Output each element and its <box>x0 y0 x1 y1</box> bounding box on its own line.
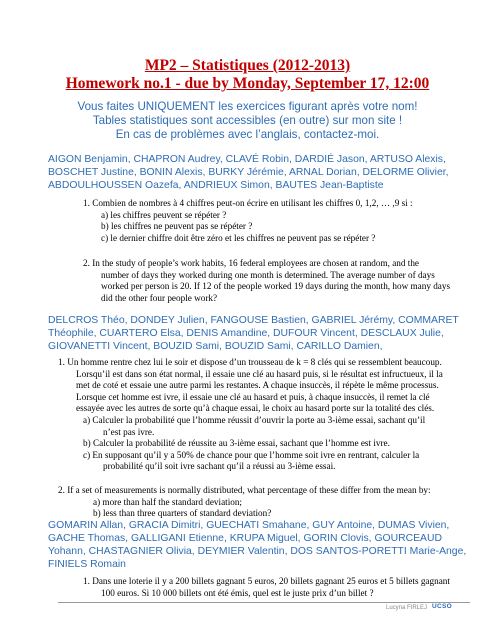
exercise-1-group-1 <box>83 198 473 244</box>
exercise-line: number of days they worked during one month is determined. The average number of days <box>101 269 435 280</box>
student-names-line: Théophile, CUARTERO Elsa, DENIS Amandine, DUFOUR Vincent, DESCLAUX Julie, <box>48 328 444 339</box>
student-names-line: GOMARIN Allan, GRACIA Dimitri, GUECHATI Smahane, GUY Antoine, DUMAS Vivien, <box>48 520 450 531</box>
student-group-1 <box>48 153 468 192</box>
student-names-line: DELCROS Théo, DONDEY Julien, FANGOUSE Bastien, GABRIEL Jérémy, COMMARET <box>48 315 459 326</box>
exercise-line: 100 euros. Si 10 000 billets ont été émis, quel est le juste prix d’un billet ? <box>101 587 374 598</box>
exercise-line: met de coté et essaie une autre parmi les restantes. A chaque insuccès, il répète le même processus. <box>76 380 439 391</box>
exercise-option-b: b) less than three quarters of standard deviation? <box>93 508 272 519</box>
exercise-1-group-2 <box>58 357 478 473</box>
exercise-line: 1. Dans une loterie il y a 200 billets gagnant 5 euros, 20 billets gagnant 25 euros et 5 billets gagnant <box>83 576 450 586</box>
exercise-option-b: b) Calculer la probabilité de réussite au 3-ième essai, sachant que l’homme est ivre. <box>83 438 390 449</box>
student-names-line: ABDOULHOUSSEN Oazefa, ANDRIEUX Simon, BAUTES Jean-Baptiste <box>48 180 384 191</box>
exercise-option-a: a) more than half the standard deviation; <box>93 496 242 507</box>
notice-line-1: Vous faites UNIQUEMENT les exercices figurant après votre nom! <box>77 100 418 113</box>
exercise-option-c-cont: probabilité qu’il soit ivre sachant qu’il a réussi au 3-ième essai. <box>103 461 336 472</box>
student-names-line: AIGON Benjamin, CHAPRON Audrey, CLAVÉ Robin, DARDIÉ Jason, ARTUSO Alexis, <box>48 154 446 165</box>
university-logo-icon: UCSO <box>432 603 452 610</box>
footer-divider <box>58 602 470 603</box>
exercise-1-group-3 <box>83 576 483 599</box>
exercise-line: 1. Un homme rentre chez lui le soir et dispose d’un trousseau de k = 8 clés qui se ressemblent beaucoup. <box>58 357 442 367</box>
student-names-line: GACHE Thomas, GALLIGANI Etienne, KRUPA Miguel, GORIN Clovis, GOURCEAUD <box>48 533 442 544</box>
student-names-line: FINIELS Romain <box>48 559 126 570</box>
exercise-stem: 2. If a set of measurements is normally distributed, what percentage of these differ from the mean by: <box>58 485 431 495</box>
exercise-option-a-cont: n’est pas ivre. <box>103 426 155 437</box>
exercise-2-group-1 <box>83 258 483 304</box>
notice-line-2: Tables statistiques sont accessibles (en outre) sur mon site ! <box>92 114 403 127</box>
student-group-2 <box>48 314 468 353</box>
exercise-option-a: a) Calculer la probabilité que l’homme réussit d’ouvrir la porte au 3-ième essai, sachant qu’il <box>83 414 426 425</box>
footer-author: Lucyna FIRLEJ <box>386 605 428 611</box>
student-group-3 <box>48 519 468 571</box>
student-names-line: BOSCHET Justine, BONIN Alexis, BURKY Jérémie, ARNAL Dorian, DELORME Olivier, <box>48 167 449 178</box>
exercise-line: worked per person is 20. If 12 of the people worked 19 days during the month, how many days <box>101 281 451 292</box>
exercise-option-c: c) le dernier chiffre doit être zéro et les chiffres ne peuvent pas se répéter ? <box>101 232 376 243</box>
exercise-line: 2. In the study of people’s work habits, 16 federal employees are chosen at random, and the <box>83 258 420 268</box>
homework-due-line: Homework no.1 - due by Monday, September 17, 12:00 <box>65 75 430 92</box>
exercise-2-group-2 <box>58 485 478 520</box>
exercise-line: Lorsque cet homme est ivre, il essaie une clé au hasard et puis, à chaque insuccès, il remet la clé <box>76 391 430 402</box>
exercise-option-a: a) les chiffres peuvent se répéter ? <box>101 209 227 220</box>
exercise-stem: 1. Combien de nombres à 4 chiffres peut-on écrire en utilisant les chiffres 0, 1,2, … ,9 si : <box>83 198 413 208</box>
student-names-line: Yohann, CHASTAGNIER Olivia, DEYMIER Valentin, DOS SANTOS-PORETTI Marie-Ange, <box>48 546 467 557</box>
student-names-line: GIOVANETTI Vincent, BOUZID Sami, BOUZID Sami, CARILLO Damien, <box>48 341 383 352</box>
exercise-line: did the other four people work? <box>101 292 218 303</box>
notice-line-3: En cas de problèmes avec l’anglais, contactez-moi. <box>115 128 380 141</box>
exercise-option-c: c) En supposant qu’il y a 50% de chance pour que l’homme soit ivre en rentrant, calculer la <box>83 449 420 460</box>
exercise-line: Lorsqu’il est dans son état normal, il essaie une clé au hasard puis, si le résultat est infructueux, il la <box>76 368 443 379</box>
exercise-line: essayée avec les autres de sorte qu’à chaque essai, le choix au hasard porte sur la totalité des clés. <box>76 403 435 414</box>
exercise-option-b: b) les chiffres ne peuvent pas se répéter ? <box>101 221 253 232</box>
document-title: MP2 – Statistiques (2012-2013) <box>144 57 351 74</box>
